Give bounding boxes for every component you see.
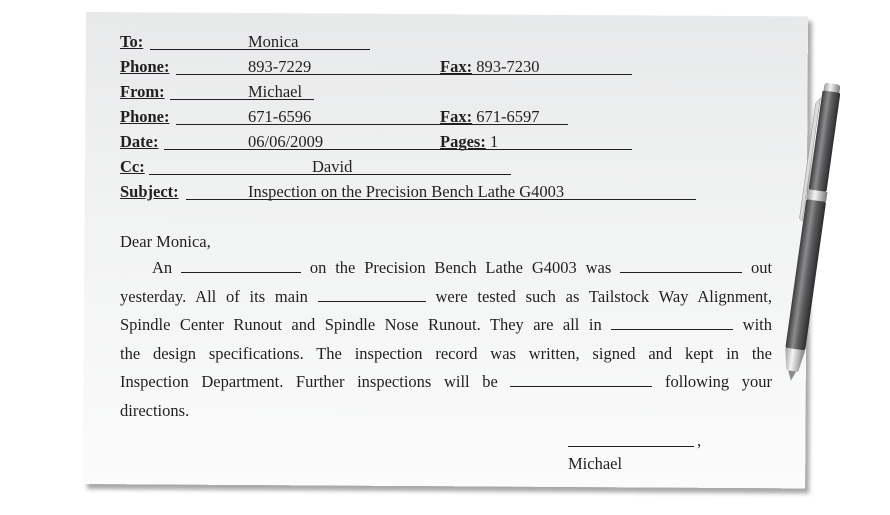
from-label: From: [120,82,165,101]
to-value: Monica [248,32,299,51]
date-underline [248,149,440,150]
pen-icon [780,80,840,390]
subject-underline-a [186,199,248,200]
letter-line-5: Inspection Department. Further inspections will be following your [120,372,773,392]
date-underline-a [164,149,248,150]
from-phone-underline [248,124,440,125]
subject-value: Inspection on the Precision Bench Lathe G4003 [248,182,565,201]
signature: Michael [568,454,623,473]
to-fax: Fax: 893-7230 [440,57,540,76]
cc-value: David [312,157,353,176]
blank-3[interactable] [318,286,426,302]
to-phone-underline [248,74,440,75]
from-value-underline [248,99,314,100]
to-phone-label: Phone: [120,57,170,76]
letter-line-6: directions. [120,400,190,420]
blank-4[interactable] [611,314,733,330]
from-fax-underline [440,124,568,125]
date-label: Date: [120,132,159,151]
to-phone-underline-a [176,74,248,75]
subject-label: Subject: [120,182,179,201]
pages: Pages: 1 [440,132,499,151]
to-label: To: [120,32,144,51]
from-value: Michael [248,82,303,101]
to-value-underline [248,49,370,50]
cc-label: Cc: [120,157,145,176]
from-underline [170,99,248,100]
from-fax: Fax: 671-6597 [440,107,540,126]
subject-underline [248,199,696,200]
closing-comma: , [697,431,702,450]
blank-5[interactable] [510,371,652,387]
to-underline [150,49,248,50]
pages-underline [440,149,632,150]
from-phone-underline-a [176,124,248,125]
to-fax-underline [440,74,632,75]
salutation: Dear Monica, [120,232,211,251]
letter-body [120,232,772,426]
letter-line-3: Spindle Center Runout and Spindle Nose Runout. They are all in with [120,315,773,335]
from-phone-label: Phone: [120,107,170,126]
letter-line-2: yesterday. All of its main were tested such as Tailstock Way Alignment, [120,286,773,306]
date-value: 06/06/2009 [248,132,324,151]
blank-1[interactable] [181,257,301,273]
from-phone-value: 671-6596 [248,107,312,126]
blank-2[interactable] [620,257,742,273]
letter-line-4: the design specifications. The inspection record was written, signed and kept in the [120,343,772,363]
closing-blank[interactable] [568,446,694,447]
to-phone-value: 893-7229 [248,57,312,76]
letter-line-1: An on the Precision Bench Lathe G4003 was out [152,258,773,277]
